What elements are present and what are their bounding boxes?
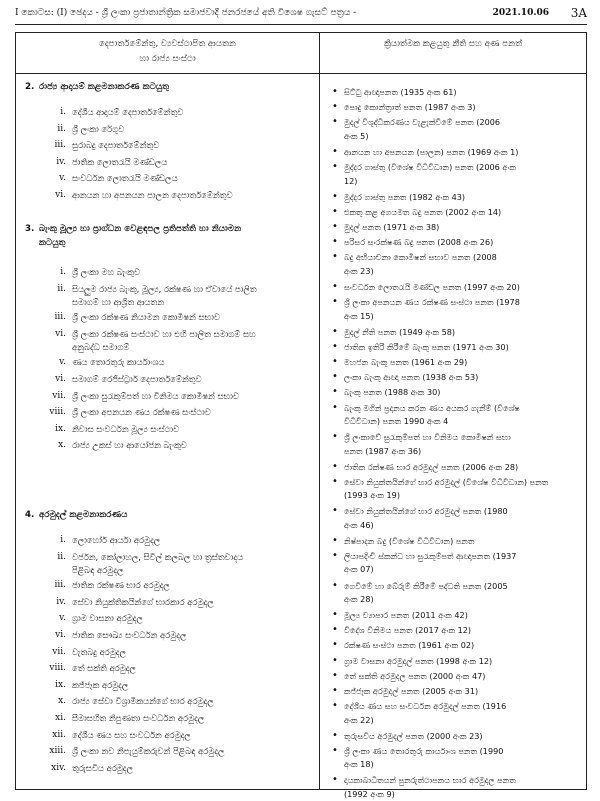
item-numeral: iii. xyxy=(54,140,66,151)
item-numeral: viii. xyxy=(49,407,66,418)
item-text: ජාතික ලොතරැයි මණ්ඩලය xyxy=(72,156,168,167)
bullet-icon: • xyxy=(332,101,338,113)
act-text: ගෙවීමේ හා බේරුම් කිරීමේ පද්ධති පනත (2005 අංක 28) xyxy=(344,580,508,604)
act-text-continued: අංක 23) xyxy=(344,265,374,276)
act-text: මහජන බැංකු පනත (1961 අංක 29) xyxy=(344,357,468,367)
item-text: ශ්‍රී ලංකා රක්ෂණ නියාමන කොමිෂන් සභාව xyxy=(72,312,220,323)
section-title: බැංකු මූල්‍ය හා ප්‍රාග්ධන වෙළඳපල ප්‍රතිපත්ති හා නියාමන xyxy=(39,224,242,234)
item-text: ණය තොරතුරු කාර්යාංශය xyxy=(72,357,165,368)
bullet-icon: • xyxy=(332,145,338,157)
item-text: ශ්‍රී ලංකා අපනයන ණය රක්ෂණ සංස්ථාව xyxy=(72,407,211,418)
column-header-institutions: දෙපාර්තමේන්තු, ව්‍යවස්ථාපිත ආයතන හා රාජ්‍ය සංස්ථා xyxy=(99,39,236,64)
act-text: ලංකා බැංකු ආඥා පනත (1938 අංක 53) xyxy=(344,372,479,383)
item-numeral: ii. xyxy=(57,551,66,562)
section-number: 2. xyxy=(25,82,35,92)
act-text-continued: 12) xyxy=(344,175,358,186)
act-text-continued: අංක 28) xyxy=(344,593,374,604)
item-numeral: x. xyxy=(58,696,66,707)
act-text: එකතු කළ අගයමත බදු පනත (2002 අංක 14) xyxy=(344,206,502,217)
act-text: ග්‍රාම වාසනා අරමුදල් පනත (1998 අංක 12) xyxy=(344,655,493,666)
page-number: 3A xyxy=(570,6,587,20)
bullet-icon: • xyxy=(332,296,338,308)
item-text: තේ සක්ති අරමුදල xyxy=(72,663,136,674)
item-numeral: viii. xyxy=(49,663,66,674)
item-text: ශ්‍රී ලංකා රේගුව xyxy=(72,123,125,134)
column-header-laws: ක්‍රියාත්මක කළයුතු නීති සහ අණ පනත් xyxy=(383,39,523,49)
bullet-icon: • xyxy=(332,386,338,398)
item-text: සමාගම් රෙජිස්ට්‍රාර් දෙපාර්තමේන්තුව xyxy=(72,374,202,384)
item-text-continued: පිළිබඳ අරමුදල xyxy=(72,565,124,576)
section-heading xyxy=(25,222,315,250)
item-text: සංවර්ධන ලොතරැයි මණ්ඩලය xyxy=(72,173,178,184)
act-text-continued: අංක 22) xyxy=(344,714,374,725)
gazette-date: 2021.10.06 xyxy=(492,8,549,18)
item-text: සියලුම රාජ්‍ය බැංකු, මූල්‍ය, රක්ෂණ හා ඒවායේ පාලිත සමාගම් හා ආශ්‍රිත ආයතන xyxy=(72,283,257,308)
act-text: මුද්දර ගාස්තු පනත (1982 අංක 43) xyxy=(344,191,466,202)
item-numeral: vi. xyxy=(55,190,66,200)
item-numeral: i. xyxy=(60,535,66,545)
item-numeral: x. xyxy=(58,440,66,451)
act-text-continued: (1993 අංක 19) xyxy=(344,490,400,501)
item-text: ජාතික සෞඛ්‍ය සංවර්ධන අරමුදල xyxy=(72,630,187,640)
act-text: රක්ෂණ සංස්ථා පනත (1961 අංක 02) xyxy=(344,640,475,651)
bullet-icon: • xyxy=(332,325,338,337)
bullet-icon: • xyxy=(332,221,338,232)
act-text: ජාතික රක්ෂණ භාර අරමුදල් පනත (2006 අංක 28) xyxy=(344,461,519,472)
item-text: වැතබදු අරමුදල xyxy=(72,646,126,657)
bullet-icon: • xyxy=(332,624,338,636)
act-text-continued: අංක 07) xyxy=(344,564,374,575)
item-text: ආනයන හා අපනයන පාලන දෙපාර්තමේන්තුව xyxy=(72,190,233,200)
header-rule xyxy=(15,24,587,25)
act-text: බැංකු මගින් ප්‍රදානය කරන ණය අයකර ගැනීම් (විශේෂ විධිවිධාන) පනත 1990 අංක 4 xyxy=(344,402,520,426)
bullet-icon: • xyxy=(332,729,338,741)
act-text: මුදල් පනත (1971 අංක 38) xyxy=(344,222,440,232)
item-text: නිවාස සංවර්ධන මූල්‍ය සංස්ථාව xyxy=(72,423,180,434)
act-text: සංවර්ධන ලොතරැයි මණ්ඩල පනත (1997 අංක 20) xyxy=(344,281,520,292)
act-text: තේ සක්ති අරමුදල පනත (2000 අංක 47) xyxy=(344,670,486,681)
item-text: ශ්‍රී ලංකා රක්ෂණ සංස්ථාව හා එහි පාලිත සමාගම් සහ අනුබද්ධ සමාගම් xyxy=(72,328,256,353)
bullet-icon: • xyxy=(332,654,338,666)
bullet-icon: • xyxy=(332,685,338,696)
item-text-continued: අනුබද්ධ සමාගම් xyxy=(72,342,130,353)
item-text: සුරාබදු දෙපාර්තමේන්තුව xyxy=(72,140,160,151)
act-text: නිෂ්පාදන බදු (විශේෂ විධිවිධාන) පනත xyxy=(344,535,475,546)
gazette-part-title: I කොටස: (I) ඡෙදය - ශ්‍රී ලංකා ප්‍රජාතාන්ත්‍රික සමාජවාදී ජනරජයේ අති විශෙෂ ගැසට් පත්‍රය - xyxy=(15,8,357,18)
section-heading xyxy=(25,80,315,94)
bullet-icon: • xyxy=(332,460,338,472)
act-text-continued: අංක 46) xyxy=(344,519,374,530)
item-numeral: v. xyxy=(59,613,66,624)
act-text: සේවා නියුක්තයින්ගේ භාර අරමුදල් (විශේෂ විධිවිධාන) පනත (1993 අංක 19) xyxy=(344,476,549,501)
act-text: දේශීය ණය සහ සංවර්ධන අරමුදල් පනත (1916 අංක 22) xyxy=(344,701,507,725)
bullet-icon: • xyxy=(332,609,338,620)
bullet-icon: • xyxy=(332,669,338,681)
act-text: පොදු කොන්ත්‍රාත් පනත (1987 අංක 3) xyxy=(344,102,476,113)
item-text: ග්‍රාම වාසනා අරමුදල xyxy=(72,613,143,624)
act-text: මූල්‍ය ව්‍යාපාර පනත (2011 අංක 42) xyxy=(344,610,468,620)
bullet-icon: • xyxy=(332,774,338,786)
bullet-icon: • xyxy=(332,700,338,712)
bullet-icon: • xyxy=(332,356,338,367)
bullet-icon: • xyxy=(332,86,338,97)
item-numeral: i. xyxy=(60,107,66,117)
bullet-icon: • xyxy=(332,161,338,173)
bullet-icon: • xyxy=(332,579,338,591)
item-text: කජ්ජෑක අරමුදල xyxy=(72,679,129,690)
item-numeral: xi. xyxy=(55,713,66,723)
item-text-continued: සමාගම් හා ආශ්‍රිත ආයතන xyxy=(72,297,164,308)
bullet-icon: • xyxy=(332,639,338,651)
item-text: ජාතික රක්ෂණ භාර අරමුදල xyxy=(72,580,170,591)
act-text: මුදල් නීති පනත (1949 අංක 58) xyxy=(344,326,456,337)
bullet-icon: • xyxy=(332,280,338,292)
bullet-icon: • xyxy=(332,251,338,263)
schedule-table xyxy=(15,32,587,799)
item-text: වර්ජන, කෝලාහල, සිවිල් කලබල හා ත්‍රස්තවාදය පිළිබඳ අරමුදල xyxy=(72,551,244,576)
item-numeral: vi. xyxy=(55,630,66,640)
item-numeral: ix. xyxy=(55,679,66,690)
item-numeral: i. xyxy=(60,267,66,277)
act-text: ශ්‍රී ලංකා ණය තොරතුරු කාර්යාංශ පනත (1990 අංක 18) xyxy=(344,745,504,770)
item-numeral: v. xyxy=(59,357,66,368)
item-numeral: vi. xyxy=(55,374,66,384)
item-text: තුරුසවිය අරමුදල xyxy=(72,762,133,773)
item-numeral: iii. xyxy=(54,580,66,591)
act-text-continued: විධිවිධාන) පනත 1990 අංක 4 xyxy=(344,416,449,426)
section-number: 3. xyxy=(25,224,35,234)
bullet-icon: • xyxy=(332,550,338,561)
act-text-continued: අංක 15) xyxy=(344,310,374,321)
act-text-continued: අංක 18) xyxy=(344,759,374,770)
header-divider xyxy=(16,73,586,74)
act-text: කජ්ජෑක අරමුදල් පනත (2005 අංක 31) xyxy=(344,686,479,696)
act-text: ආනයන හා අපනයන (පාලන) පනත (1969 අංක 1) xyxy=(344,146,519,157)
item-text: සීමාසහිත නිපුණතා සංවර්ධන අරමුදල xyxy=(72,713,205,723)
item-numeral: iv. xyxy=(56,156,66,167)
act-text-continued: (1992 අංක 9) xyxy=(344,788,395,799)
item-text: රාජ්‍ය උකස් හා ආයෝජන බැංකුව xyxy=(72,440,187,451)
act-text: සේවා නියුක්තයින්ගේ භාර අරමුදල් පනත (1980 අංක 46) xyxy=(344,506,508,530)
act-text-continued: අංක 5) xyxy=(344,130,369,141)
item-numeral: vii. xyxy=(52,646,66,657)
bullet-icon: • xyxy=(332,431,338,443)
bullet-icon: • xyxy=(332,371,338,383)
item-numeral: v. xyxy=(59,173,66,184)
act-text: තුරුසවිය අරමුදල් පනත (2000 අංක 23) xyxy=(344,730,483,741)
item-text: සේවා නියුක්තිකයින්ගේ භාරකාර අරමුදල xyxy=(72,596,214,607)
item-numeral: xiii. xyxy=(49,746,66,757)
item-numeral: iii. xyxy=(54,312,66,323)
item-text: දේශීය ආදායම් දෙපාර්තමේන්තුව xyxy=(72,107,184,117)
page-header xyxy=(15,6,587,22)
act-text: ජාතික ඉතිරි කිරීමේ බැංකු පනත (1971 අංක 30) xyxy=(344,341,509,352)
bullet-icon: • xyxy=(332,236,338,248)
item-numeral: vii. xyxy=(52,390,66,401)
section-number: 4. xyxy=(25,510,35,520)
act-text: පරිසර සංරක්ෂණ බදු පනත (2008 අංක 26) xyxy=(344,237,494,248)
bullet-icon: • xyxy=(332,340,338,352)
section-title: අරමුදල් කළමනාකරණය xyxy=(39,510,128,520)
item-numeral: xii. xyxy=(52,729,66,740)
section-title-continued: කටයුතු xyxy=(39,238,66,248)
item-text: ශ්‍රී ලංකා මහ බැංකුව xyxy=(72,267,140,277)
act-text: ලියාපදිංචි ස්කන්ධ හා සුරැකුම්පත් ආඥාපනත (1937 අංක 07) xyxy=(344,551,517,575)
bullet-icon: • xyxy=(332,116,338,128)
act-text: මුදල් විශුද්ධිකරණය වැළැක්වීමේ පනත (2006 අංක 5) xyxy=(344,117,501,141)
act-text: විදේශ විනිමය පනත (2017 අංක 12) xyxy=(344,625,472,636)
item-numeral: ii. xyxy=(57,123,66,134)
item-numeral: ii. xyxy=(57,283,66,294)
item-numeral: iv. xyxy=(56,596,66,607)
column-divider xyxy=(319,33,320,789)
bullet-icon: • xyxy=(332,475,338,487)
act-text: මුද්දර ගාස්තු (විශේෂ විධිවිධාන) පනත (2006 අංක 12) xyxy=(344,162,516,186)
bullet-icon: • xyxy=(332,190,338,202)
bullet-icon: • xyxy=(332,401,338,413)
bullet-icon: • xyxy=(332,505,338,517)
act-text: ශ්‍රී ලංකාවේ සුරැකුම්පත් හා විනිමය කොමිෂන් සභා පනත (1987 අංක 36) xyxy=(344,432,511,456)
item-text: ලොහෝර් ආර්යා අරමුදල xyxy=(72,535,161,545)
item-text: රාජ්‍ය සේවා විශ්‍රාමිකයන්ගේ භාර අරමුදල xyxy=(72,696,214,707)
bullet-icon: • xyxy=(332,205,338,217)
section-heading xyxy=(25,508,315,522)
item-text: ශ්‍රී ලංකා සුරැකුම්පත් හා විනිමය කොමිෂන් සභාව xyxy=(72,390,239,401)
item-numeral: vi. xyxy=(55,328,66,339)
act-text: බැංකු පනත (1988 අංක 30) xyxy=(344,387,441,398)
item-numeral: ix. xyxy=(55,423,66,434)
act-text: සිට්ටු ආඥාපනත (1935 අංක 61) xyxy=(344,87,457,97)
act-text: දායකාබාධිතයන් පුනරුත්ථාපනය භාර අරමුදල පනත (1992 අංක 9) xyxy=(344,775,516,799)
bullet-icon: • xyxy=(332,744,338,756)
item-text: ශ්‍රී ලංකා නව නිපැයුම්කරුවන් පිළිබඳ අරමුදල xyxy=(72,746,225,757)
act-text-continued: පනත (1987 අංක 36) xyxy=(344,445,422,456)
item-text: දේශීය ණය සහ සංවර්ධන අරමුදල xyxy=(72,729,191,740)
act-text: ශ්‍රී ලංකා අපනයන ණය රක්ෂණ සංස්ථා පනත (1978 අංක 15) xyxy=(344,297,520,321)
act-text: බදු අභියාචනා කොමිෂන් සභාව පනත (2008 අංක 23) xyxy=(344,252,497,276)
item-numeral: xiv. xyxy=(51,762,66,773)
section-title: රාජ්‍ය ආදායම් කළමනාකරණ කටයුතු xyxy=(39,82,170,92)
bullet-icon: • xyxy=(332,534,338,546)
